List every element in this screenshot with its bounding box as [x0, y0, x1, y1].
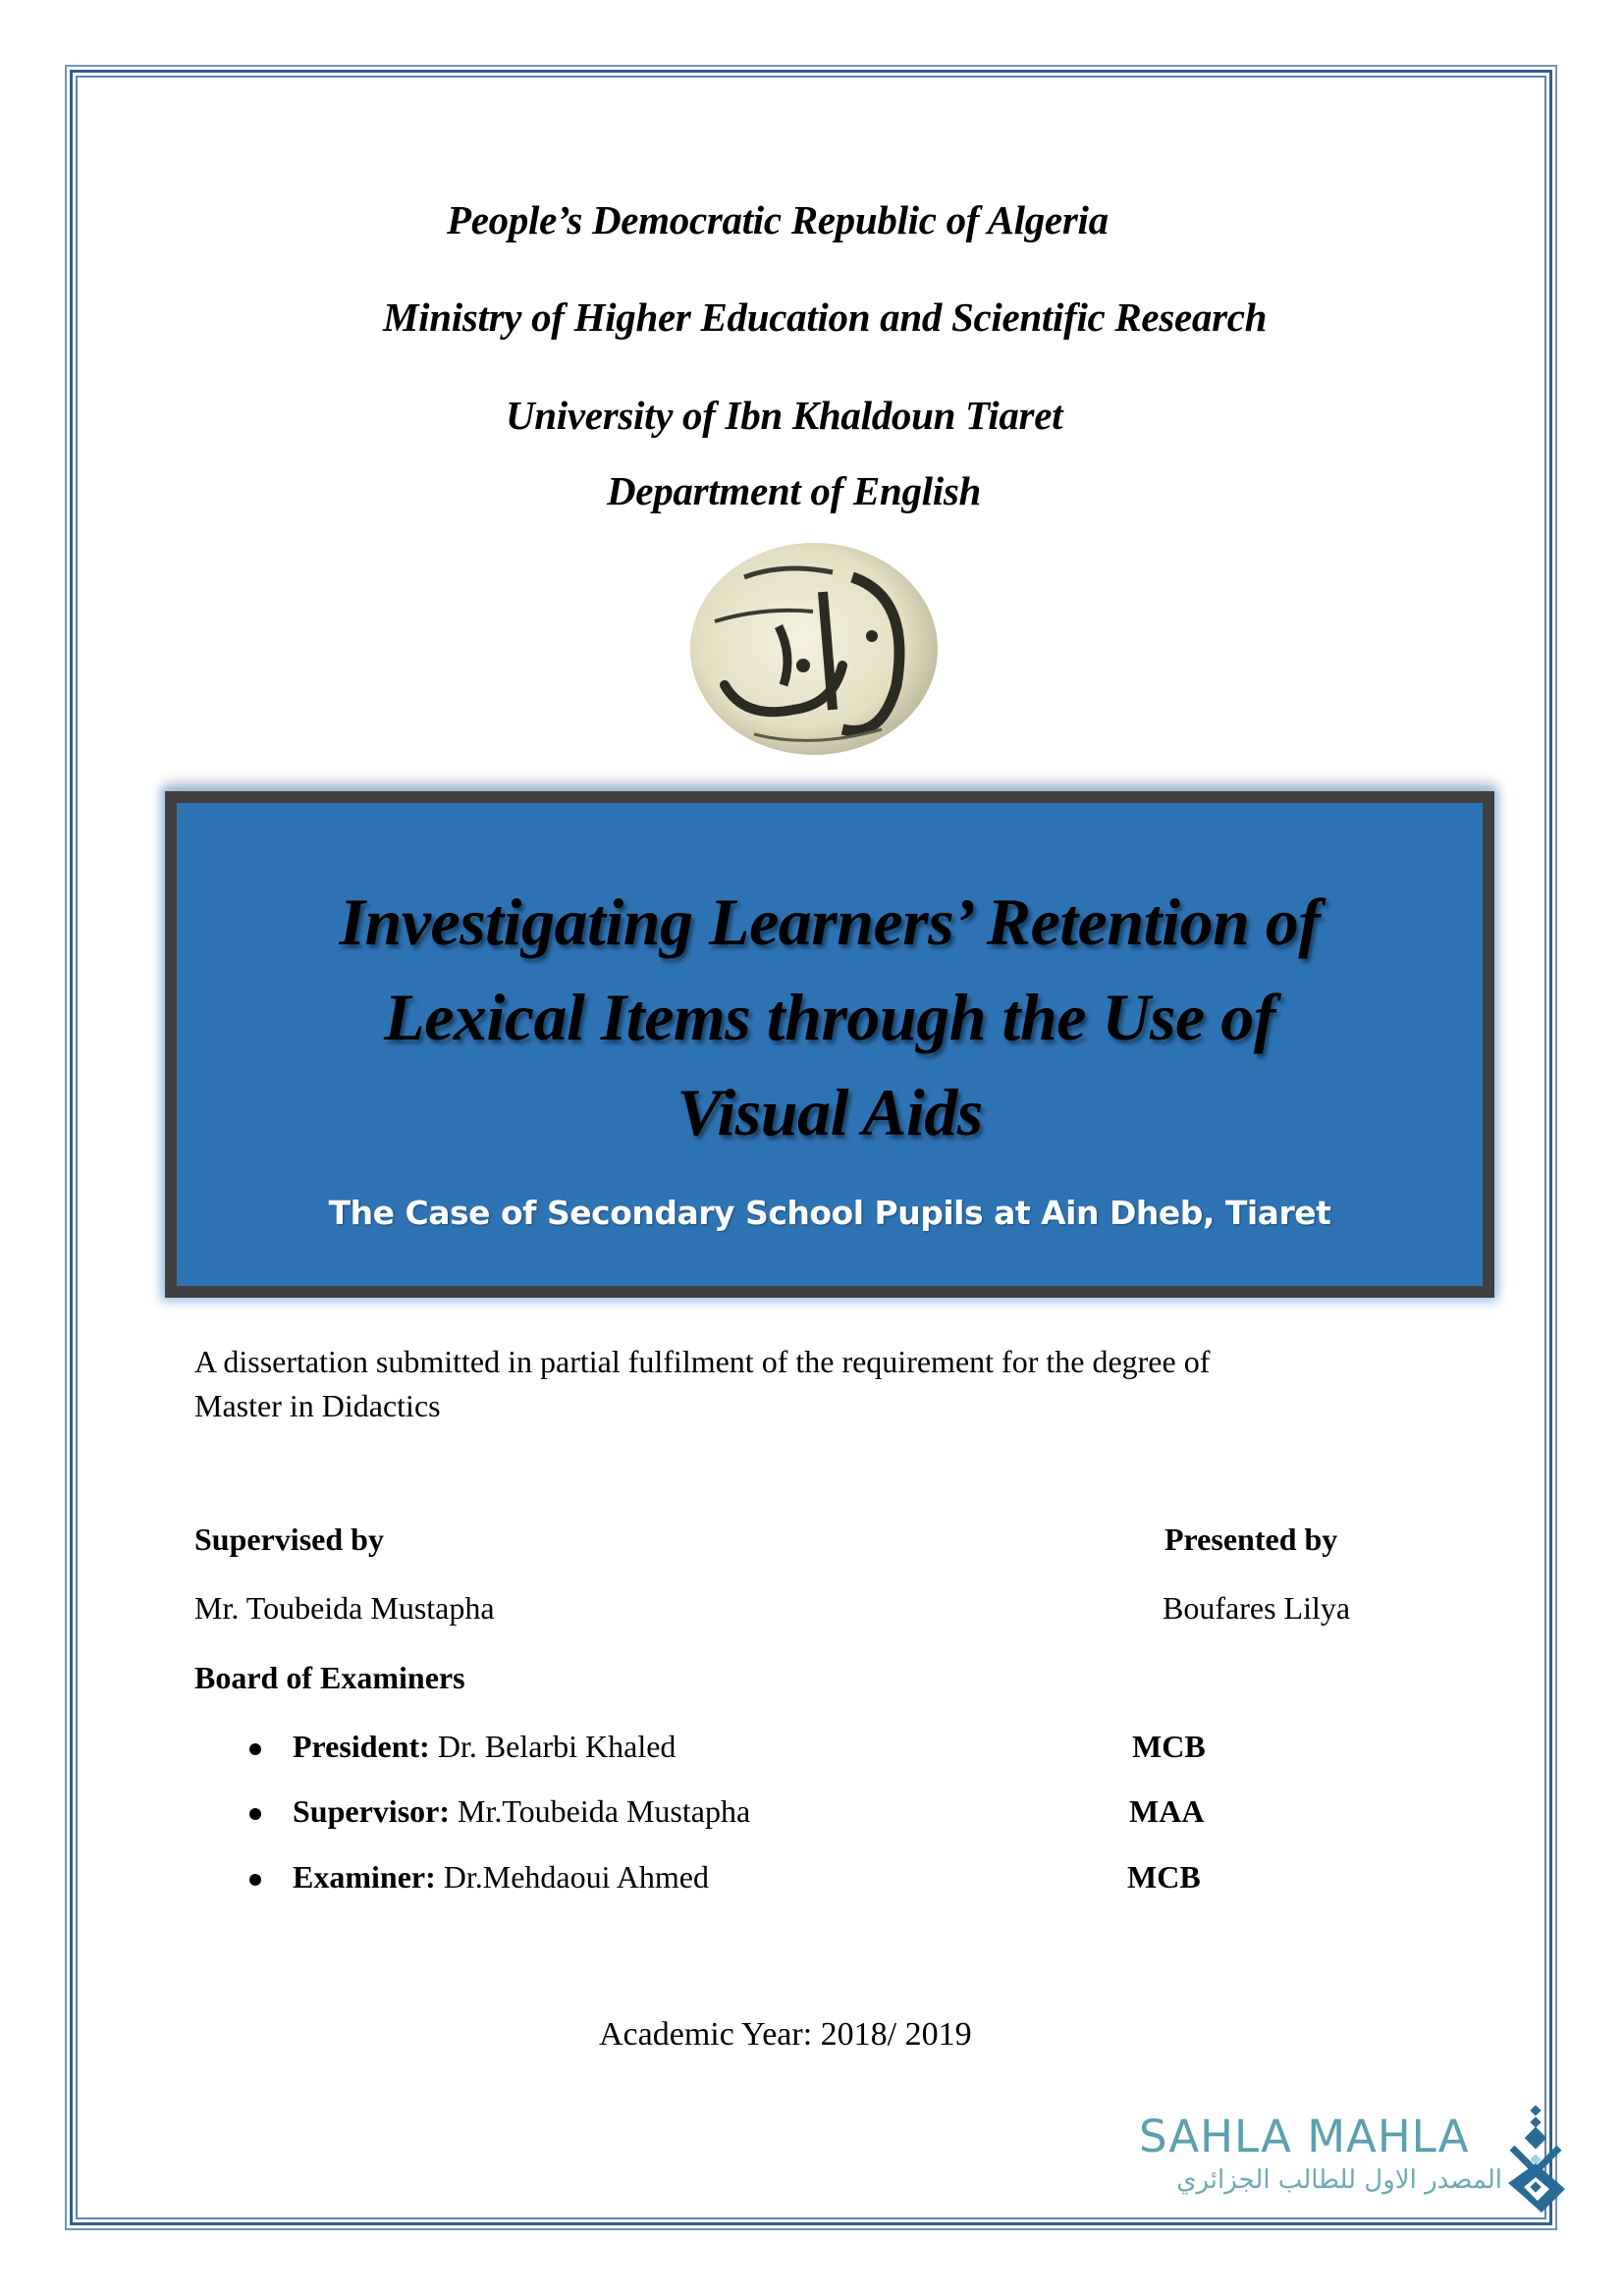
- member-name: Mr.Toubeida Mustapha: [450, 1793, 751, 1829]
- board-member-examiner: [293, 1859, 709, 1896]
- member-grade: MCB: [1127, 1859, 1201, 1895]
- presented-by-label: Presented by: [1164, 1522, 1338, 1557]
- academic-year: Academic Year: 2018/ 2019: [599, 2016, 972, 2053]
- bullet-icon: [249, 1743, 261, 1755]
- dissertation-statement-line-2: Master in Didactics: [194, 1388, 441, 1423]
- sahla-mahla-logo-icon: [1502, 2105, 1571, 2218]
- title-line-1: Investigating Learners’ Retention of: [339, 884, 1321, 959]
- sahla-mahla-watermark: [1139, 2110, 1571, 2228]
- title-line-3: Visual Aids: [677, 1075, 983, 1149]
- member-grade: MAA: [1129, 1793, 1205, 1829]
- subtitle: The Case of Secondary School Pupils at Ain Dheb, Tiaret: [328, 1194, 1331, 1232]
- member-name: Dr.Mehdaoui Ahmed: [435, 1859, 709, 1895]
- university-seal-icon: [685, 538, 943, 760]
- watermark-tagline: المصدر الاول للطالب الجزائري: [1176, 2165, 1502, 2195]
- bullet-icon: [249, 1874, 261, 1886]
- member-name: Dr. Belarbi Khaled: [429, 1729, 677, 1764]
- member-role: Supervisor:: [293, 1793, 450, 1829]
- presenter-name: Boufares Lilya: [1163, 1590, 1351, 1626]
- member-grade: MCB: [1132, 1729, 1206, 1764]
- supervised-by-label: Supervised by: [194, 1522, 384, 1557]
- university-heading: University of Ibn Khaldoun Tiaret: [506, 393, 1063, 438]
- country-heading: People’s Democratic Republic of Algeria: [447, 197, 1109, 242]
- department-heading: Department of English: [607, 468, 981, 513]
- bullet-icon: [249, 1808, 261, 1820]
- title-box: [165, 791, 1494, 1298]
- ministry-heading: Ministry of Higher Education and Scientific Research: [383, 294, 1268, 340]
- board-member-supervisor: [293, 1793, 750, 1830]
- watermark-name: SAHLA MAHLA: [1139, 2110, 1470, 2163]
- board-member-president: [293, 1729, 676, 1765]
- member-role: President:: [293, 1729, 430, 1764]
- supervisor-name: Mr. Toubeida Mustapha: [194, 1590, 495, 1626]
- title-line-2: Lexical Items through the Use of: [384, 980, 1275, 1054]
- dissertation-statement-line-1: A dissertation submitted in partial fulfilment of the requirement for the degree of: [194, 1344, 1211, 1379]
- board-heading: Board of Examiners: [194, 1660, 465, 1695]
- member-role: Examiner:: [293, 1859, 436, 1895]
